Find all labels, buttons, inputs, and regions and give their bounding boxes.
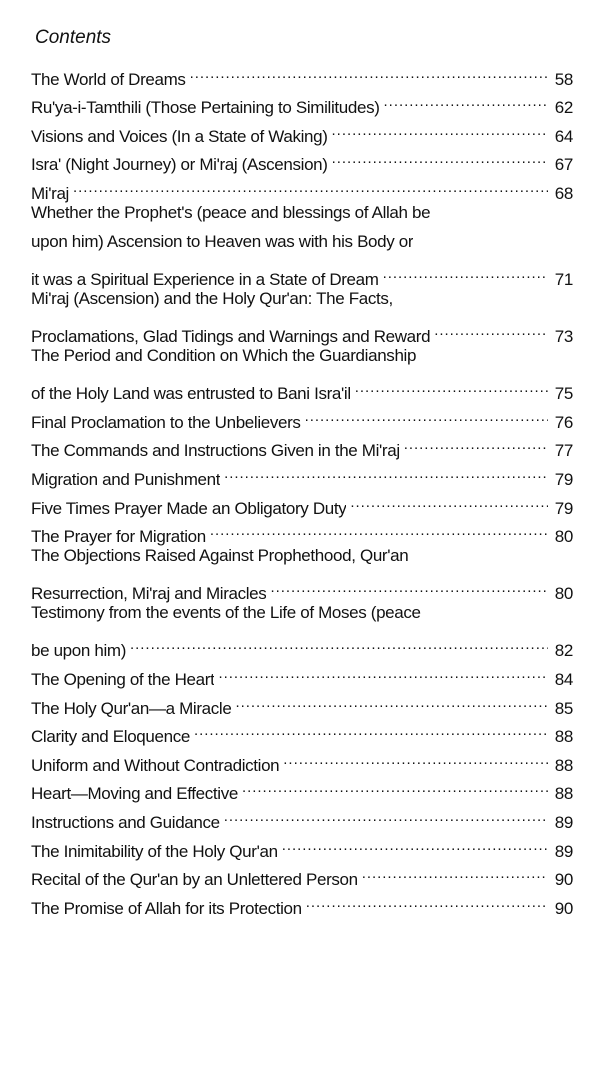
toc-dot-leader: [224, 456, 548, 485]
toc-dot-leader: [210, 514, 548, 543]
toc-entry-line: [31, 56, 573, 89]
toc-entry-title: Testimony from the events of the Life of Moses (peace: [31, 603, 421, 623]
toc-page-number: 79: [554, 469, 573, 489]
toc-page-number: 58: [554, 69, 573, 89]
toc-page-number: 80: [554, 527, 573, 547]
toc-page-number: 84: [554, 670, 573, 690]
toc-page-number: 89: [554, 813, 573, 833]
toc-entry-title: The Promise of Allah for its Protection: [31, 898, 302, 918]
toc-page-number: 64: [554, 126, 573, 146]
toc-entry-title: Ru'ya-i-Tamthili (Those Pertaining to Similitudes): [31, 98, 380, 118]
toc-entry-line: [31, 228, 573, 257]
toc-entry-title: The Objections Raised Against Prophethood, Qur'an: [31, 546, 409, 566]
toc-entry-title: Heart—Moving and Effective: [31, 784, 238, 804]
toc-dot-leader: [383, 256, 548, 285]
toc-page-number: 89: [554, 841, 573, 861]
toc-entry: [31, 542, 573, 604]
toc-dot-leader: [194, 714, 548, 743]
toc-page-number: 80: [554, 584, 573, 604]
toc-entry: [31, 599, 573, 661]
toc-entry-title: Final Proclamation to the Unbelievers: [31, 412, 301, 432]
toc-dot-leader: [332, 142, 548, 171]
toc-entry-title: Migration and Punishment: [31, 469, 221, 489]
toc-entry-line: [31, 571, 573, 604]
toc-entry-line: [31, 342, 573, 371]
toc-page-number: 62: [554, 98, 573, 118]
toc-entry-title: The Commands and Instructions Given in the Mi'raj: [31, 441, 400, 461]
toc-entry: [31, 342, 573, 404]
toc-page-number: 73: [554, 326, 573, 346]
toc-dot-leader: [350, 485, 548, 514]
toc-dot-leader: [306, 885, 548, 914]
toc-entry: [31, 199, 573, 289]
toc-entry-title: Resurrection, Mi'raj and Miracles: [31, 584, 267, 604]
toc-entry-title: Mi'raj (Ascension) and the Holy Qur'an: The Facts,: [31, 288, 393, 308]
toc-entry-title: Recital of the Qur'an by an Unlettered Person: [31, 870, 358, 890]
toc-dot-leader: [218, 656, 548, 685]
toc-entry: [31, 56, 573, 89]
toc-page-number: 88: [554, 784, 573, 804]
toc-dot-leader: [332, 113, 548, 142]
toc-entry-title: of the Holy Land was entrusted to Bani Isra'il: [31, 384, 351, 404]
toc-entry-title: be upon him): [31, 641, 127, 661]
toc-dot-leader: [434, 313, 548, 342]
toc-entry-line: [31, 256, 573, 289]
contents-page: [31, 26, 573, 918]
toc-entry-line: [31, 313, 573, 346]
toc-page-number: 90: [554, 870, 573, 890]
toc-dot-leader: [283, 742, 548, 771]
toc-dot-leader: [404, 428, 548, 457]
toc-page-number: 75: [554, 384, 573, 404]
toc-list: [31, 56, 573, 918]
toc-page-number: 76: [554, 412, 573, 432]
toc-entry-title: Whether the Prophet's (peace and blessings of Allah be: [31, 202, 431, 222]
toc-entry-title: Mi'raj: [31, 183, 69, 203]
toc-page-number: 82: [554, 641, 573, 661]
toc-page-number: 71: [554, 269, 573, 289]
toc-page-number: 79: [554, 498, 573, 518]
toc-page-number: 68: [554, 183, 573, 203]
toc-dot-leader: [362, 857, 548, 886]
toc-entry-line: [31, 628, 573, 661]
toc-page-number: 88: [554, 727, 573, 747]
toc-entry-title: Proclamations, Glad Tidings and Warnings and Reward: [31, 326, 431, 346]
toc-dot-leader: [270, 571, 548, 600]
toc-page-number: 77: [554, 441, 573, 461]
toc-entry-title: it was a Spiritual Experience in a State of Dream: [31, 269, 379, 289]
toc-entry: [31, 170, 573, 203]
toc-entry-title: The World of Dreams: [31, 69, 186, 89]
toc-entry-line: [31, 285, 573, 314]
toc-dot-leader: [73, 170, 548, 199]
toc-entry-line: [31, 199, 573, 228]
toc-entry-title: Instructions and Guidance: [31, 813, 220, 833]
toc-entry-title: The Inimitability of the Holy Qur'an: [31, 841, 278, 861]
toc-entry-title: Uniform and Without Contradiction: [31, 755, 280, 775]
toc-entry: [31, 285, 573, 346]
toc-page-number: 67: [554, 155, 573, 175]
toc-dot-leader: [384, 85, 548, 114]
toc-dot-leader: [224, 799, 548, 828]
toc-entry-title: Five Times Prayer Made an Obligatory Duty: [31, 498, 347, 518]
toc-dot-leader: [235, 685, 548, 714]
contents-heading: Contents: [35, 27, 112, 48]
toc-dot-leader: [130, 628, 548, 657]
toc-dot-leader: [355, 371, 548, 400]
toc-entry-title: The Period and Condition on Which the Guardianship: [31, 345, 417, 365]
toc-entry-title: The Opening of the Heart: [31, 670, 215, 690]
toc-entry-line: [31, 599, 573, 628]
toc-dot-leader: [190, 56, 548, 85]
toc-entry-line: [31, 371, 573, 404]
toc-entry-title: Visions and Voices (In a State of Waking): [31, 126, 328, 146]
toc-entry-line: [31, 170, 573, 203]
toc-page-number: 88: [554, 755, 573, 775]
toc-dot-leader: [282, 828, 548, 857]
toc-page-number: 85: [554, 698, 573, 718]
toc-entry-title: Clarity and Eloquence: [31, 727, 190, 747]
toc-entry-title: Isra' (Night Journey) or Mi'raj (Ascension): [31, 155, 328, 175]
toc-dot-leader: [305, 399, 548, 428]
toc-dot-leader: [242, 771, 548, 800]
toc-entry-title: The Holy Qur'an—a Miracle: [31, 698, 232, 718]
toc-entry-title: upon him) Ascension to Heaven was with his Body or: [31, 231, 414, 251]
toc-page-number: 90: [554, 898, 573, 918]
toc-entry-title: The Prayer for Migration: [31, 527, 206, 547]
toc-entry-line: [31, 542, 573, 571]
